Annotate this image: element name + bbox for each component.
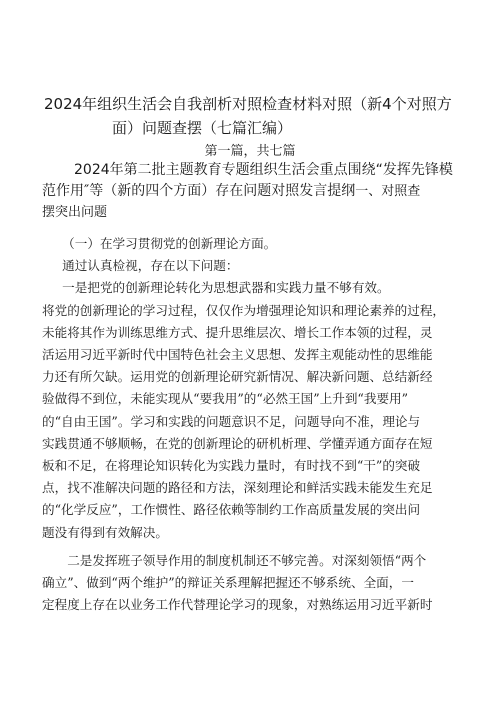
section-subtitle	[42, 160, 478, 223]
para-1-line: 验做得不到位，未能实现从“要我用”的“必然王国”上升到“我要用”	[42, 391, 409, 407]
subtitle-line-3: 摆突出问题	[42, 205, 108, 220]
para-1-line: 题没有得到有效解决。	[42, 524, 168, 540]
para-2-line: 二是发挥班子领导作用的制度机制还不够完善。对深刻领悟“两个	[67, 552, 427, 568]
para-1-line: 实践贯通不够顺畅，在党的创新理论的研机析理、学懂弄通方面存在短	[42, 435, 433, 451]
para-1-line: 的“自由王国”。学习和实践的问题意识不足，问题导向不准，理论与	[42, 413, 421, 429]
para-1-line: 点，找不准解决问题的路径和方法，深刻理论和鲜活实践未能发生充足	[42, 480, 433, 496]
subtitle-line-1-text: 2024年第二批主题教育专题组织生活会重点围绕“发挥先锋模	[74, 162, 453, 178]
para-1-line: 活运用习近平新时代中国特色社会主义思想、发挥主观能动性的思维能	[42, 347, 433, 363]
para-1-line: 未能将其作为训练思维方式、提升思维层次、增长工作本领的过程，灵	[42, 324, 433, 340]
document-title-line-2: 面）问题查摆（七篇汇编）	[112, 119, 293, 137]
document-title	[44, 92, 464, 140]
section-label: 第一篇，共七篇	[204, 144, 296, 159]
para-1-line: 力还有所欠缺。运用党的创新理论研究新情况、解决新问题、总结新经	[42, 369, 433, 385]
document-body	[42, 233, 470, 616]
document-title-line-1: 2024年组织生活会自我剖析对照检查材料对照（新4个对照方	[44, 95, 452, 113]
subtitle-line-1	[42, 160, 478, 181]
subtitle-line-2-text: 范作用″等（新的四个方面）存在问题对照发言提纲	[42, 183, 356, 199]
para-2-line: 确立”、做到“两个维护”的辩证关系理解把握还不够系统、全面，一	[42, 575, 414, 591]
point-1-title: 一是把党的创新理论转化为思想武器和实践力量不够有效。	[62, 280, 390, 296]
para-2-line: 定程度上存在以业务工作代替理论学习的现象，对熟练运用习近平新时	[42, 597, 433, 613]
para-1-line: 板和不足，在将理论知识转化为实践力量时，有时找不到“干”的突破	[42, 458, 421, 474]
subtitle-line-2-tail: 一、对照查	[355, 184, 421, 199]
subtitle-line-2	[42, 181, 478, 202]
heading-1: （一）在学习贯彻党的创新理论方面。	[62, 236, 277, 251]
para-1-line: 的“化学反应”，工作惯性、路径依赖等制约工作高质量发展的突出问	[42, 502, 421, 518]
intro-text: 通过认真检视，存在以下问题：	[62, 258, 239, 274]
paragraph-2	[42, 550, 470, 617]
para-1-line: 将党的创新理论的学习过程，仅仅作为增强理论知识和理论素养的过程，	[42, 302, 445, 318]
paragraph-1	[42, 300, 470, 544]
